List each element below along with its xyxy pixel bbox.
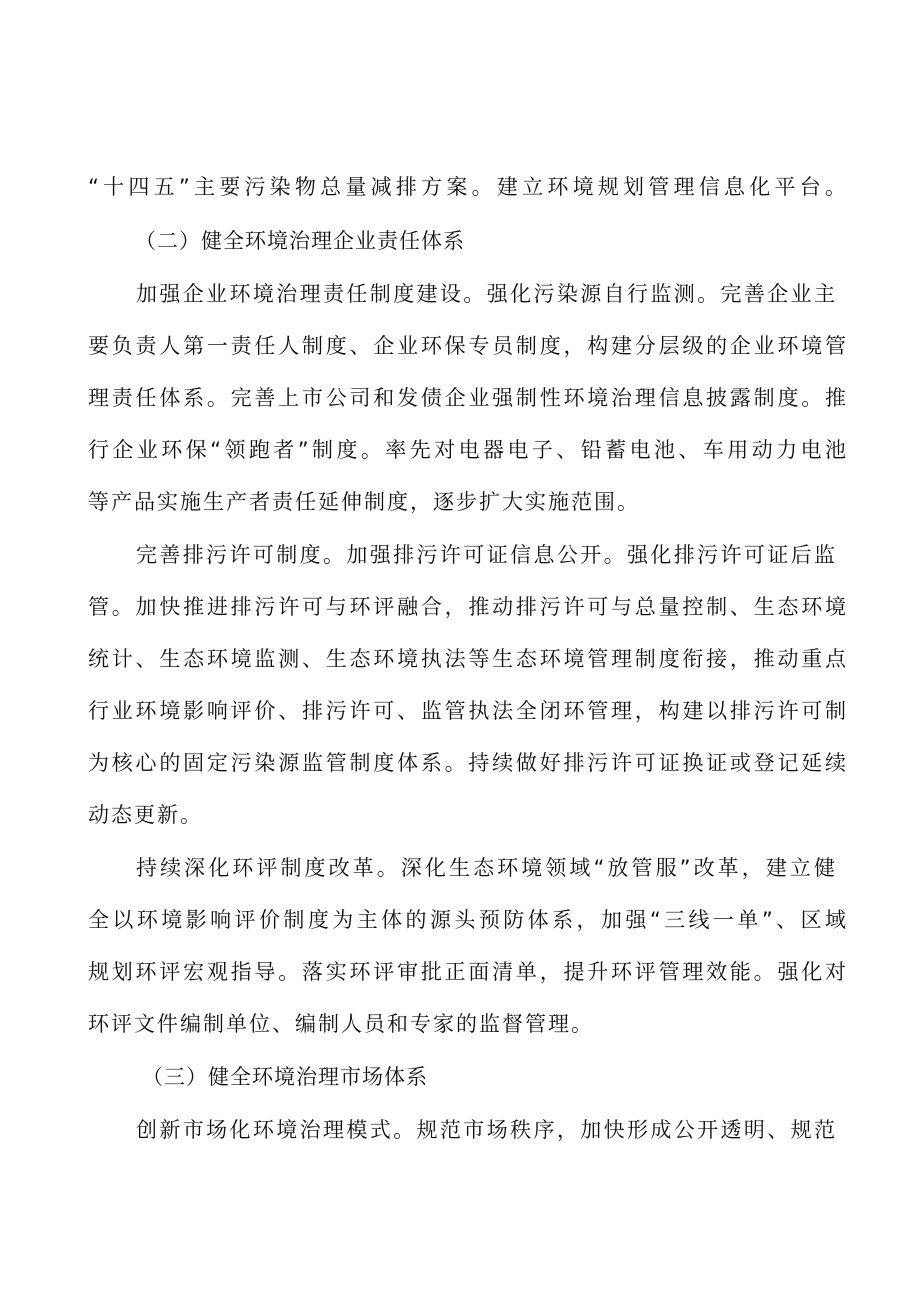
paragraph-line: 持续深化环评制度改革。深化生态环境领域“放管服”改革，建立健 (136, 856, 837, 880)
paragraph-line: 加强企业环境治理责任制度建设。强化污染源自行监测。完善企业主 (136, 282, 837, 306)
section-heading: （二）健全环境治理企业责任体系 (135, 229, 465, 253)
paragraph-line: 统计、生态环境监测、生态环境执法等生态环境管理制度衔接，推动重点 (88, 647, 848, 671)
paragraph-line: 要负责人第一责任人制度、企业环保专员制度，构建分层级的企业环境管 (88, 334, 848, 358)
paragraph-line: 为核心的固定污染源监管制度体系。持续做好排污许可证换证或登记延续 (88, 751, 848, 775)
paragraph-line: 环评文件编制单位、编制人员和专家的监督管理。 (88, 1012, 594, 1036)
paragraph-line: 规划环评宏观指导。落实环评审批正面清单，提升环评管理效能。强化对 (88, 960, 848, 984)
paragraph-line: 完善排污许可制度。加强排污许可证信息公开。强化排污许可证后监 (136, 543, 837, 567)
paragraph-line: 管。加快推进排污许可与环评融合，推动排污许可与总量控制、生态环境 (88, 595, 848, 619)
paragraph-line: 行业环境影响评价、排污许可、监管执法全闭环管理，构建以排污许可制 (88, 699, 848, 723)
paragraph-line: 行企业环保“领跑者”制度。率先对电器电子、铅蓄电池、车用动力电池 (88, 438, 848, 462)
paragraph-line: 等产品实施生产者责任延伸制度，逐步扩大实施范围。 (88, 490, 640, 514)
paragraph-line: 创新市场化环境治理模式。规范市场秩序，加快形成公开透明、规范 (136, 1118, 837, 1142)
paragraph-line: 理责任体系。完善上市公司和发债企业强制性环境治理信息披露制度。推 (88, 386, 848, 410)
paragraph-line: 动态更新。 (88, 803, 203, 827)
section-heading: （三）健全环境治理市场体系 (142, 1065, 428, 1089)
paragraph-line: “十四五”主要污染物总量减排方案。建立环境规划管理信息化平台。 (88, 175, 848, 199)
paragraph-line: 全以环境影响评价制度为主体的源头预防体系，加强“三线一单”、区域 (88, 908, 848, 932)
